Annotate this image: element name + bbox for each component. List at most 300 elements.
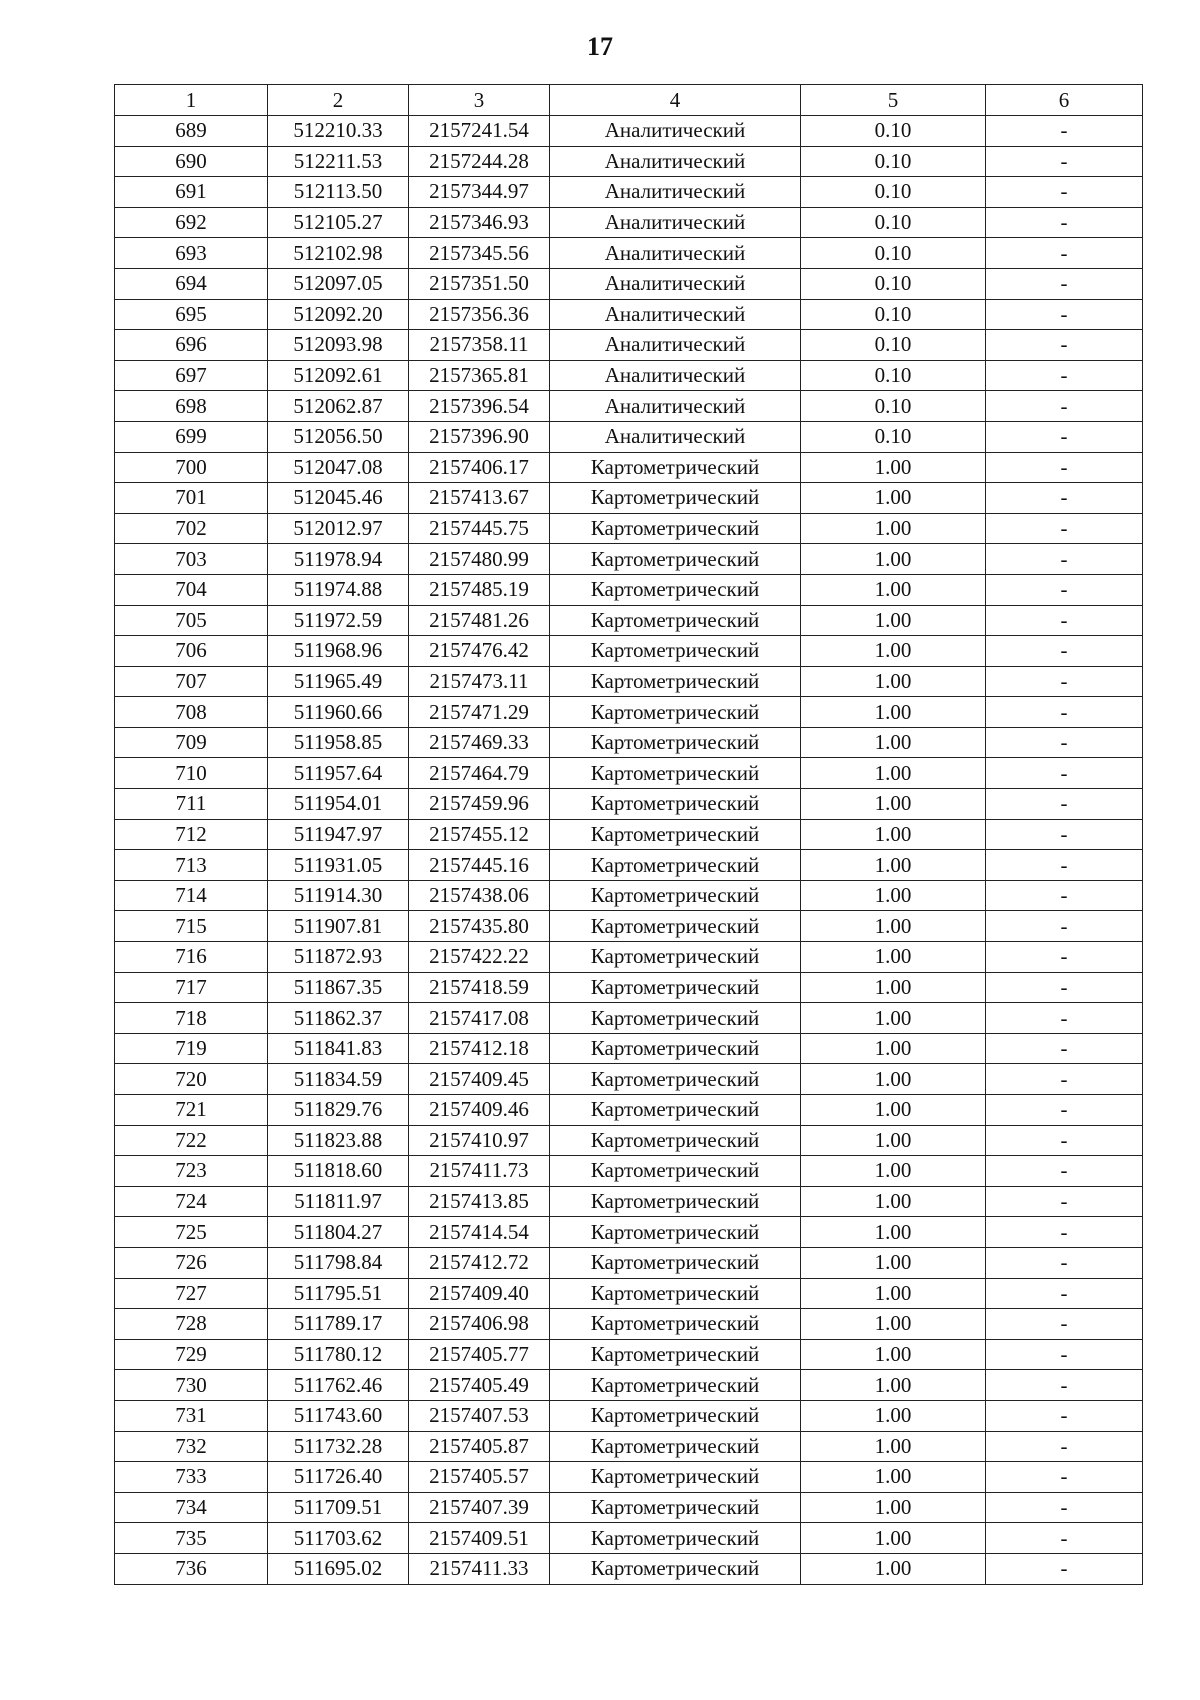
point-number-cell: 701 xyxy=(115,483,268,514)
method-cell: Аналитический xyxy=(550,421,801,452)
point-number-cell: 711 xyxy=(115,789,268,820)
note-cell: - xyxy=(986,697,1143,728)
accuracy-cell: 0.10 xyxy=(801,299,986,330)
x-coordinate-cell: 512092.61 xyxy=(268,360,409,391)
x-coordinate-cell: 511789.17 xyxy=(268,1309,409,1340)
point-number-cell: 722 xyxy=(115,1125,268,1156)
point-number-cell: 731 xyxy=(115,1400,268,1431)
x-coordinate-cell: 512210.33 xyxy=(268,116,409,147)
method-cell: Картометрический xyxy=(550,605,801,636)
method-cell: Картометрический xyxy=(550,1370,801,1401)
x-coordinate-cell: 511818.60 xyxy=(268,1156,409,1187)
point-number-cell: 704 xyxy=(115,574,268,605)
note-cell: - xyxy=(986,268,1143,299)
method-cell: Аналитический xyxy=(550,391,801,422)
table-row xyxy=(115,758,1143,789)
y-coordinate-cell: 2157409.45 xyxy=(409,1064,550,1095)
y-coordinate-cell: 2157365.81 xyxy=(409,360,550,391)
table-row xyxy=(115,1125,1143,1156)
y-coordinate-cell: 2157405.49 xyxy=(409,1370,550,1401)
table-row xyxy=(115,574,1143,605)
point-number-cell: 720 xyxy=(115,1064,268,1095)
note-cell: - xyxy=(986,1003,1143,1034)
y-coordinate-cell: 2157346.93 xyxy=(409,207,550,238)
method-cell: Картометрический xyxy=(550,1125,801,1156)
accuracy-cell: 1.00 xyxy=(801,1033,986,1064)
point-number-cell: 726 xyxy=(115,1247,268,1278)
note-cell: - xyxy=(986,1278,1143,1309)
table-row xyxy=(115,880,1143,911)
point-number-cell: 717 xyxy=(115,972,268,1003)
point-number-cell: 691 xyxy=(115,177,268,208)
note-cell: - xyxy=(986,1431,1143,1462)
note-cell: - xyxy=(986,452,1143,483)
table-row xyxy=(115,1553,1143,1584)
point-number-cell: 734 xyxy=(115,1492,268,1523)
method-cell: Картометрический xyxy=(550,911,801,942)
note-cell: - xyxy=(986,116,1143,147)
y-coordinate-cell: 2157485.19 xyxy=(409,574,550,605)
accuracy-cell: 1.00 xyxy=(801,1064,986,1095)
point-number-cell: 690 xyxy=(115,146,268,177)
table-row xyxy=(115,1095,1143,1126)
y-coordinate-cell: 2157422.22 xyxy=(409,942,550,973)
note-cell: - xyxy=(986,636,1143,667)
table-row xyxy=(115,605,1143,636)
method-cell: Картометрический xyxy=(550,1156,801,1187)
table-row xyxy=(115,1033,1143,1064)
x-coordinate-cell: 511978.94 xyxy=(268,544,409,575)
method-cell: Картометрический xyxy=(550,697,801,728)
x-coordinate-cell: 511811.97 xyxy=(268,1186,409,1217)
accuracy-cell: 1.00 xyxy=(801,942,986,973)
x-coordinate-cell: 511726.40 xyxy=(268,1462,409,1493)
method-cell: Картометрический xyxy=(550,1003,801,1034)
accuracy-cell: 1.00 xyxy=(801,1095,986,1126)
accuracy-cell: 1.00 xyxy=(801,1125,986,1156)
point-number-cell: 721 xyxy=(115,1095,268,1126)
x-coordinate-cell: 511732.28 xyxy=(268,1431,409,1462)
point-number-cell: 723 xyxy=(115,1156,268,1187)
point-number-cell: 692 xyxy=(115,207,268,238)
point-number-cell: 713 xyxy=(115,850,268,881)
note-cell: - xyxy=(986,1125,1143,1156)
point-number-cell: 703 xyxy=(115,544,268,575)
table-row xyxy=(115,1247,1143,1278)
y-coordinate-cell: 2157445.75 xyxy=(409,513,550,544)
x-coordinate-cell: 512093.98 xyxy=(268,330,409,361)
y-coordinate-cell: 2157473.11 xyxy=(409,666,550,697)
accuracy-cell: 1.00 xyxy=(801,1278,986,1309)
accuracy-cell: 1.00 xyxy=(801,880,986,911)
table-row xyxy=(115,697,1143,728)
table-row xyxy=(115,391,1143,422)
method-cell: Картометрический xyxy=(550,636,801,667)
column-header-3: 3 xyxy=(409,85,550,116)
accuracy-cell: 1.00 xyxy=(801,727,986,758)
method-cell: Картометрический xyxy=(550,789,801,820)
y-coordinate-cell: 2157351.50 xyxy=(409,268,550,299)
accuracy-cell: 1.00 xyxy=(801,789,986,820)
accuracy-cell: 0.10 xyxy=(801,360,986,391)
table-row xyxy=(115,1156,1143,1187)
method-cell: Картометрический xyxy=(550,1431,801,1462)
accuracy-cell: 0.10 xyxy=(801,391,986,422)
method-cell: Картометрический xyxy=(550,942,801,973)
point-number-cell: 706 xyxy=(115,636,268,667)
x-coordinate-cell: 511957.64 xyxy=(268,758,409,789)
y-coordinate-cell: 2157409.46 xyxy=(409,1095,550,1126)
y-coordinate-cell: 2157464.79 xyxy=(409,758,550,789)
y-coordinate-cell: 2157455.12 xyxy=(409,819,550,850)
table-row xyxy=(115,330,1143,361)
method-cell: Картометрический xyxy=(550,1064,801,1095)
note-cell: - xyxy=(986,1217,1143,1248)
x-coordinate-cell: 512092.20 xyxy=(268,299,409,330)
x-coordinate-cell: 512062.87 xyxy=(268,391,409,422)
table-row xyxy=(115,1400,1143,1431)
y-coordinate-cell: 2157411.33 xyxy=(409,1553,550,1584)
method-cell: Картометрический xyxy=(550,880,801,911)
column-header-1: 1 xyxy=(115,85,268,116)
table-row xyxy=(115,116,1143,147)
point-number-cell: 719 xyxy=(115,1033,268,1064)
table-row xyxy=(115,911,1143,942)
table-row xyxy=(115,1003,1143,1034)
y-coordinate-cell: 2157435.80 xyxy=(409,911,550,942)
point-number-cell: 710 xyxy=(115,758,268,789)
table-body xyxy=(115,116,1143,1585)
x-coordinate-cell: 512102.98 xyxy=(268,238,409,269)
method-cell: Аналитический xyxy=(550,116,801,147)
note-cell: - xyxy=(986,360,1143,391)
x-coordinate-cell: 512211.53 xyxy=(268,146,409,177)
table-row xyxy=(115,1217,1143,1248)
y-coordinate-cell: 2157405.77 xyxy=(409,1339,550,1370)
note-cell: - xyxy=(986,880,1143,911)
x-coordinate-cell: 511804.27 xyxy=(268,1217,409,1248)
x-coordinate-cell: 511947.97 xyxy=(268,819,409,850)
y-coordinate-cell: 2157476.42 xyxy=(409,636,550,667)
x-coordinate-cell: 512113.50 xyxy=(268,177,409,208)
table-row xyxy=(115,972,1143,1003)
method-cell: Картометрический xyxy=(550,1033,801,1064)
table-row xyxy=(115,268,1143,299)
table-row xyxy=(115,146,1143,177)
point-number-cell: 712 xyxy=(115,819,268,850)
x-coordinate-cell: 512097.05 xyxy=(268,268,409,299)
accuracy-cell: 0.10 xyxy=(801,177,986,208)
accuracy-cell: 1.00 xyxy=(801,819,986,850)
point-number-cell: 718 xyxy=(115,1003,268,1034)
x-coordinate-cell: 511703.62 xyxy=(268,1523,409,1554)
method-cell: Картометрический xyxy=(550,1186,801,1217)
y-coordinate-cell: 2157471.29 xyxy=(409,697,550,728)
column-header-2: 2 xyxy=(268,85,409,116)
method-cell: Аналитический xyxy=(550,330,801,361)
method-cell: Картометрический xyxy=(550,452,801,483)
note-cell: - xyxy=(986,1186,1143,1217)
accuracy-cell: 0.10 xyxy=(801,268,986,299)
point-number-cell: 697 xyxy=(115,360,268,391)
note-cell: - xyxy=(986,1462,1143,1493)
method-cell: Аналитический xyxy=(550,177,801,208)
y-coordinate-cell: 2157481.26 xyxy=(409,605,550,636)
x-coordinate-cell: 511795.51 xyxy=(268,1278,409,1309)
y-coordinate-cell: 2157409.51 xyxy=(409,1523,550,1554)
note-cell: - xyxy=(986,391,1143,422)
y-coordinate-cell: 2157396.54 xyxy=(409,391,550,422)
method-cell: Картометрический xyxy=(550,1400,801,1431)
x-coordinate-cell: 511965.49 xyxy=(268,666,409,697)
point-number-cell: 715 xyxy=(115,911,268,942)
x-coordinate-cell: 511829.76 xyxy=(268,1095,409,1126)
table-row xyxy=(115,727,1143,758)
x-coordinate-cell: 511743.60 xyxy=(268,1400,409,1431)
y-coordinate-cell: 2157358.11 xyxy=(409,330,550,361)
y-coordinate-cell: 2157345.56 xyxy=(409,238,550,269)
method-cell: Аналитический xyxy=(550,207,801,238)
note-cell: - xyxy=(986,421,1143,452)
accuracy-cell: 1.00 xyxy=(801,513,986,544)
x-coordinate-cell: 512056.50 xyxy=(268,421,409,452)
accuracy-cell: 1.00 xyxy=(801,1400,986,1431)
table-row xyxy=(115,850,1143,881)
note-cell: - xyxy=(986,1064,1143,1095)
method-cell: Картометрический xyxy=(550,1217,801,1248)
table-row xyxy=(115,636,1143,667)
table-row xyxy=(115,207,1143,238)
note-cell: - xyxy=(986,330,1143,361)
accuracy-cell: 1.00 xyxy=(801,1156,986,1187)
method-cell: Картометрический xyxy=(550,1247,801,1278)
column-header-4: 4 xyxy=(550,85,801,116)
note-cell: - xyxy=(986,1400,1143,1431)
y-coordinate-cell: 2157356.36 xyxy=(409,299,550,330)
note-cell: - xyxy=(986,238,1143,269)
table-row xyxy=(115,177,1143,208)
y-coordinate-cell: 2157406.98 xyxy=(409,1309,550,1340)
table-row xyxy=(115,513,1143,544)
y-coordinate-cell: 2157445.16 xyxy=(409,850,550,881)
note-cell: - xyxy=(986,177,1143,208)
y-coordinate-cell: 2157480.99 xyxy=(409,544,550,575)
method-cell: Картометрический xyxy=(550,1339,801,1370)
accuracy-cell: 1.00 xyxy=(801,1339,986,1370)
method-cell: Картометрический xyxy=(550,758,801,789)
note-cell: - xyxy=(986,146,1143,177)
x-coordinate-cell: 511931.05 xyxy=(268,850,409,881)
accuracy-cell: 0.10 xyxy=(801,421,986,452)
accuracy-cell: 1.00 xyxy=(801,1431,986,1462)
point-number-cell: 707 xyxy=(115,666,268,697)
y-coordinate-cell: 2157459.96 xyxy=(409,789,550,820)
x-coordinate-cell: 511695.02 xyxy=(268,1553,409,1584)
point-number-cell: 729 xyxy=(115,1339,268,1370)
note-cell: - xyxy=(986,758,1143,789)
header-row xyxy=(115,85,1143,116)
table-row xyxy=(115,789,1143,820)
note-cell: - xyxy=(986,1156,1143,1187)
x-coordinate-cell: 511872.93 xyxy=(268,942,409,973)
method-cell: Аналитический xyxy=(550,146,801,177)
x-coordinate-cell: 511798.84 xyxy=(268,1247,409,1278)
note-cell: - xyxy=(986,574,1143,605)
method-cell: Аналитический xyxy=(550,268,801,299)
y-coordinate-cell: 2157414.54 xyxy=(409,1217,550,1248)
note-cell: - xyxy=(986,1370,1143,1401)
y-coordinate-cell: 2157405.87 xyxy=(409,1431,550,1462)
point-number-cell: 725 xyxy=(115,1217,268,1248)
accuracy-cell: 1.00 xyxy=(801,605,986,636)
method-cell: Картометрический xyxy=(550,666,801,697)
note-cell: - xyxy=(986,666,1143,697)
point-number-cell: 695 xyxy=(115,299,268,330)
x-coordinate-cell: 511972.59 xyxy=(268,605,409,636)
accuracy-cell: 1.00 xyxy=(801,1247,986,1278)
point-number-cell: 733 xyxy=(115,1462,268,1493)
method-cell: Картометрический xyxy=(550,574,801,605)
y-coordinate-cell: 2157438.06 xyxy=(409,880,550,911)
table-row xyxy=(115,819,1143,850)
accuracy-cell: 1.00 xyxy=(801,1462,986,1493)
method-cell: Картометрический xyxy=(550,1553,801,1584)
table-row xyxy=(115,1278,1143,1309)
method-cell: Картометрический xyxy=(550,544,801,575)
table-row xyxy=(115,1431,1143,1462)
accuracy-cell: 1.00 xyxy=(801,758,986,789)
accuracy-cell: 1.00 xyxy=(801,972,986,1003)
x-coordinate-cell: 511762.46 xyxy=(268,1370,409,1401)
y-coordinate-cell: 2157417.08 xyxy=(409,1003,550,1034)
note-cell: - xyxy=(986,972,1143,1003)
point-number-cell: 736 xyxy=(115,1553,268,1584)
method-cell: Аналитический xyxy=(550,238,801,269)
note-cell: - xyxy=(986,1553,1143,1584)
point-number-cell: 716 xyxy=(115,942,268,973)
table-row xyxy=(115,942,1143,973)
table-header xyxy=(115,85,1143,116)
table-row xyxy=(115,1370,1143,1401)
method-cell: Картометрический xyxy=(550,1278,801,1309)
y-coordinate-cell: 2157407.53 xyxy=(409,1400,550,1431)
accuracy-cell: 0.10 xyxy=(801,146,986,177)
accuracy-cell: 1.00 xyxy=(801,1492,986,1523)
note-cell: - xyxy=(986,1033,1143,1064)
table-row xyxy=(115,1523,1143,1554)
method-cell: Картометрический xyxy=(550,819,801,850)
point-number-cell: 705 xyxy=(115,605,268,636)
y-coordinate-cell: 2157418.59 xyxy=(409,972,550,1003)
accuracy-cell: 1.00 xyxy=(801,666,986,697)
x-coordinate-cell: 511834.59 xyxy=(268,1064,409,1095)
table-row xyxy=(115,544,1143,575)
point-number-cell: 696 xyxy=(115,330,268,361)
table-row xyxy=(115,1064,1143,1095)
y-coordinate-cell: 2157406.17 xyxy=(409,452,550,483)
x-coordinate-cell: 511968.96 xyxy=(268,636,409,667)
note-cell: - xyxy=(986,605,1143,636)
accuracy-cell: 1.00 xyxy=(801,1217,986,1248)
note-cell: - xyxy=(986,1247,1143,1278)
accuracy-cell: 0.10 xyxy=(801,238,986,269)
point-number-cell: 709 xyxy=(115,727,268,758)
accuracy-cell: 1.00 xyxy=(801,1003,986,1034)
table-row xyxy=(115,1492,1143,1523)
note-cell: - xyxy=(986,911,1143,942)
x-coordinate-cell: 512047.08 xyxy=(268,452,409,483)
x-coordinate-cell: 511974.88 xyxy=(268,574,409,605)
accuracy-cell: 0.10 xyxy=(801,330,986,361)
method-cell: Картометрический xyxy=(550,1492,801,1523)
accuracy-cell: 1.00 xyxy=(801,911,986,942)
accuracy-cell: 1.00 xyxy=(801,452,986,483)
method-cell: Картометрический xyxy=(550,727,801,758)
point-number-cell: 694 xyxy=(115,268,268,299)
note-cell: - xyxy=(986,483,1143,514)
accuracy-cell: 1.00 xyxy=(801,850,986,881)
coordinates-table xyxy=(114,84,1143,1585)
table-row xyxy=(115,1309,1143,1340)
point-number-cell: 735 xyxy=(115,1523,268,1554)
column-header-5: 5 xyxy=(801,85,986,116)
accuracy-cell: 1.00 xyxy=(801,574,986,605)
point-number-cell: 699 xyxy=(115,421,268,452)
page-number: 17 xyxy=(587,32,613,61)
x-coordinate-cell: 512045.46 xyxy=(268,483,409,514)
note-cell: - xyxy=(986,1523,1143,1554)
note-cell: - xyxy=(986,850,1143,881)
point-number-cell: 693 xyxy=(115,238,268,269)
table-row xyxy=(115,360,1143,391)
y-coordinate-cell: 2157469.33 xyxy=(409,727,550,758)
method-cell: Картометрический xyxy=(550,1095,801,1126)
table-row xyxy=(115,1186,1143,1217)
x-coordinate-cell: 511960.66 xyxy=(268,697,409,728)
note-cell: - xyxy=(986,299,1143,330)
point-number-cell: 730 xyxy=(115,1370,268,1401)
note-cell: - xyxy=(986,789,1143,820)
method-cell: Картометрический xyxy=(550,1523,801,1554)
point-number-cell: 714 xyxy=(115,880,268,911)
x-coordinate-cell: 511841.83 xyxy=(268,1033,409,1064)
y-coordinate-cell: 2157412.18 xyxy=(409,1033,550,1064)
y-coordinate-cell: 2157244.28 xyxy=(409,146,550,177)
point-number-cell: 698 xyxy=(115,391,268,422)
table-row xyxy=(115,299,1143,330)
x-coordinate-cell: 511914.30 xyxy=(268,880,409,911)
note-cell: - xyxy=(986,727,1143,758)
table-row xyxy=(115,238,1143,269)
method-cell: Картометрический xyxy=(550,1309,801,1340)
method-cell: Картометрический xyxy=(550,1462,801,1493)
x-coordinate-cell: 511780.12 xyxy=(268,1339,409,1370)
y-coordinate-cell: 2157411.73 xyxy=(409,1156,550,1187)
note-cell: - xyxy=(986,207,1143,238)
accuracy-cell: 1.00 xyxy=(801,697,986,728)
y-coordinate-cell: 2157410.97 xyxy=(409,1125,550,1156)
y-coordinate-cell: 2157241.54 xyxy=(409,116,550,147)
method-cell: Картометрический xyxy=(550,483,801,514)
x-coordinate-cell: 511954.01 xyxy=(268,789,409,820)
method-cell: Картометрический xyxy=(550,850,801,881)
note-cell: - xyxy=(986,1309,1143,1340)
y-coordinate-cell: 2157409.40 xyxy=(409,1278,550,1309)
y-coordinate-cell: 2157413.85 xyxy=(409,1186,550,1217)
x-coordinate-cell: 512012.97 xyxy=(268,513,409,544)
y-coordinate-cell: 2157413.67 xyxy=(409,483,550,514)
x-coordinate-cell: 511907.81 xyxy=(268,911,409,942)
